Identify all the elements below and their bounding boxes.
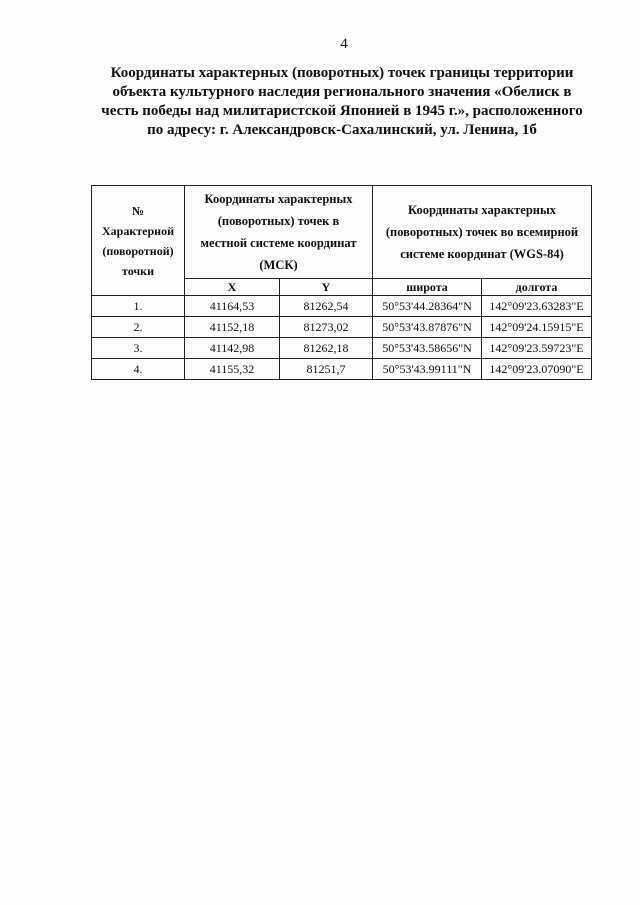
header-local-coordinates (185, 186, 373, 279)
header-x: X (185, 279, 280, 296)
cell-longitude: 142°09'23.07090"E (482, 359, 592, 380)
cell-x: 41164,53 (185, 296, 280, 317)
cell-point-number: 4. (92, 359, 185, 380)
header-point-number (92, 186, 185, 296)
title-line: Координаты характерных (поворотных) точек границы территории (110, 65, 574, 81)
cell-y: 81262,18 (280, 338, 373, 359)
header-text: системе координат (WGS-84) (400, 247, 564, 261)
header-longitude: долгота (482, 279, 592, 296)
header-text: Координаты характерных (204, 192, 353, 206)
header-text: (поворотных) точек в (217, 214, 340, 228)
cell-y: 81251,7 (280, 359, 373, 380)
header-text: № (131, 203, 145, 218)
title-line: честь победы над милитаристской Японией в 1945 г.», расположенного (101, 103, 583, 119)
cell-point-number: 3. (92, 338, 185, 359)
cell-latitude: 50°53'43.58656"N (373, 338, 482, 359)
cell-x: 41155,32 (185, 359, 280, 380)
title-line: по адресу: г. Александровск-Сахалинский, ул. Ленина, 1б (147, 122, 537, 138)
header-text: (МСК) (259, 258, 298, 272)
cell-x: 41152,18 (185, 317, 280, 338)
cell-latitude: 50°53'43.99111"N (373, 359, 482, 380)
header-text: Координаты характерных (408, 203, 556, 217)
coordinates-table (91, 185, 592, 380)
header-latitude: широта (373, 279, 482, 296)
cell-y: 81273,02 (280, 317, 373, 338)
document-title (92, 64, 592, 140)
cell-y: 81262,54 (280, 296, 373, 317)
header-text: (поворотных) точек во всемирной (385, 225, 579, 239)
page-number: 4 (340, 36, 348, 52)
cell-point-number: 1. (92, 296, 185, 317)
header-y: Y (280, 279, 373, 296)
header-text: Характерной (102, 223, 174, 238)
header-text: местной системе координат (200, 236, 357, 250)
cell-point-number: 2. (92, 317, 185, 338)
cell-x: 41142,98 (185, 338, 280, 359)
table-row (92, 338, 592, 359)
header-text: точки (121, 263, 155, 278)
title-line: объекта культурного наследия регионального значения «Обелиск в (112, 84, 572, 100)
header-wgs84-coordinates (373, 186, 592, 279)
cell-longitude: 142°09'24.15915"E (482, 317, 592, 338)
cell-latitude: 50°53'44.28364"N (373, 296, 482, 317)
table-row (92, 296, 592, 317)
table-row (92, 359, 592, 380)
cell-latitude: 50°53'43.87876"N (373, 317, 482, 338)
cell-longitude: 142°09'23.63283"E (482, 296, 592, 317)
cell-longitude: 142°09'23.59723"E (482, 338, 592, 359)
header-text: (поворотной) (102, 243, 174, 258)
table-row (92, 317, 592, 338)
